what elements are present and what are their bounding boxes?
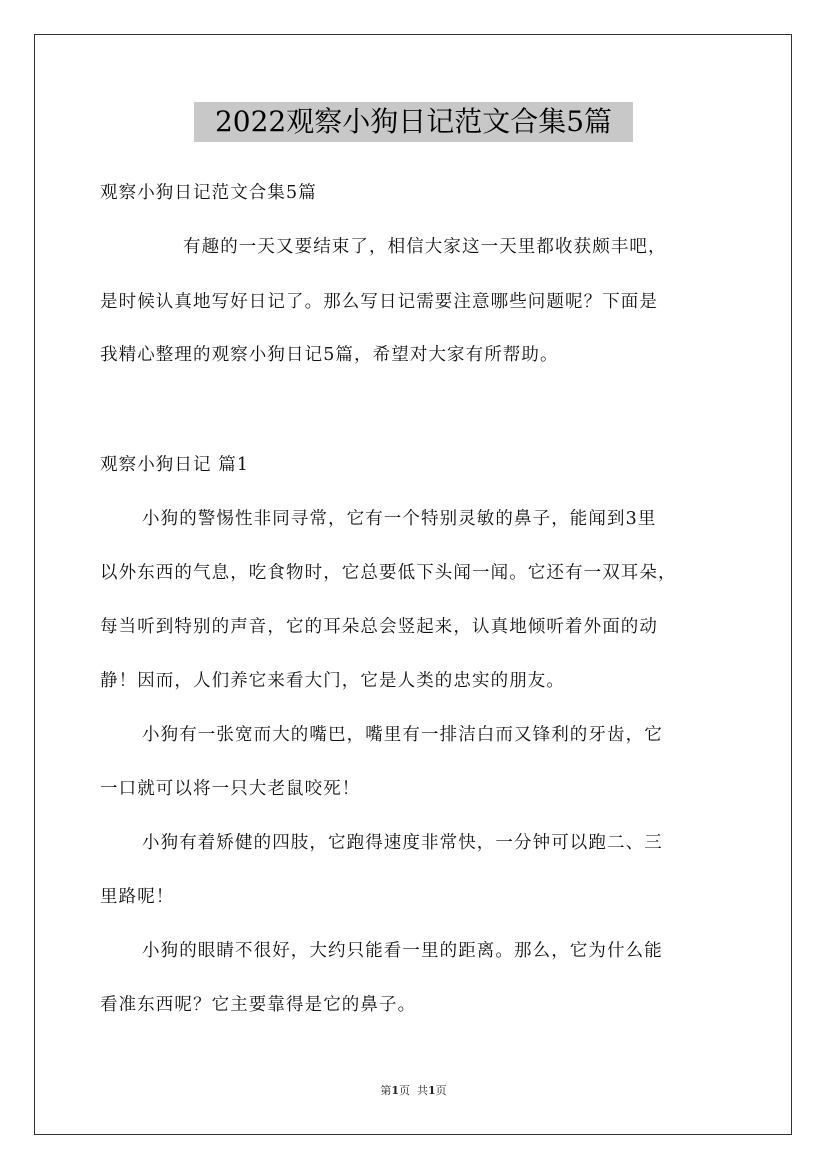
- section-heading: 观察小狗日记 篇1: [100, 455, 250, 475]
- footer-total-suffix: 页: [435, 1084, 447, 1097]
- body-line: 静！因而，人们养它来看大门，它是人类的忠实的朋友。: [100, 671, 565, 691]
- intro-line: 是时候认真地写好日记了。那么写日记需要注意哪些问题呢？下面是: [100, 292, 658, 312]
- document-subtitle: 观察小狗日记范文合集5篇: [100, 183, 317, 203]
- body-line: 小狗有着矫健的四肢，它跑得速度非常快，一分钟可以跑二、三: [142, 833, 663, 853]
- document-title: 2022观察小狗日记范文合集5篇: [194, 102, 633, 142]
- body-line: 小狗的警惕性非同寻常，它有一个特别灵敏的鼻子，能闻到3里: [142, 509, 657, 529]
- footer-total-prefix: 共: [417, 1084, 428, 1097]
- body-line: 以外东西的气息，吃食物时，它总要低下头闻一闻。它还有一双耳朵，: [100, 563, 677, 583]
- intro-line: 有趣的一天又要结束了，相信大家这一天里都收获颇丰吧，: [183, 237, 667, 257]
- body-line: 小狗有一张宽而大的嘴巴，嘴里有一排洁白而又锋利的牙齿，它: [142, 725, 663, 745]
- body-line: 里路呢！: [100, 887, 175, 907]
- footer-page-prefix: 第: [380, 1084, 392, 1097]
- body-line: 每当听到特别的声音，它的耳朵总会竖起来，认真地倾听着外面的动: [100, 617, 658, 637]
- intro-line: 我精心整理的观察小狗日记5篇，希望对大家有所帮助。: [100, 345, 559, 365]
- body-line: 一口就可以将一只大老鼠咬死！: [100, 779, 361, 799]
- body-line: 看准东西呢？它主要靠得是它的鼻子。: [100, 995, 417, 1015]
- footer-page-number: 1: [391, 1084, 399, 1097]
- footer-page-suffix: 页: [399, 1084, 410, 1097]
- body-line: 小狗的眼睛不很好，大约只能看一里的距离。那么，它为什么能: [142, 941, 663, 961]
- footer-total-number: 1: [428, 1084, 436, 1097]
- page-footer: [0, 1083, 827, 1099]
